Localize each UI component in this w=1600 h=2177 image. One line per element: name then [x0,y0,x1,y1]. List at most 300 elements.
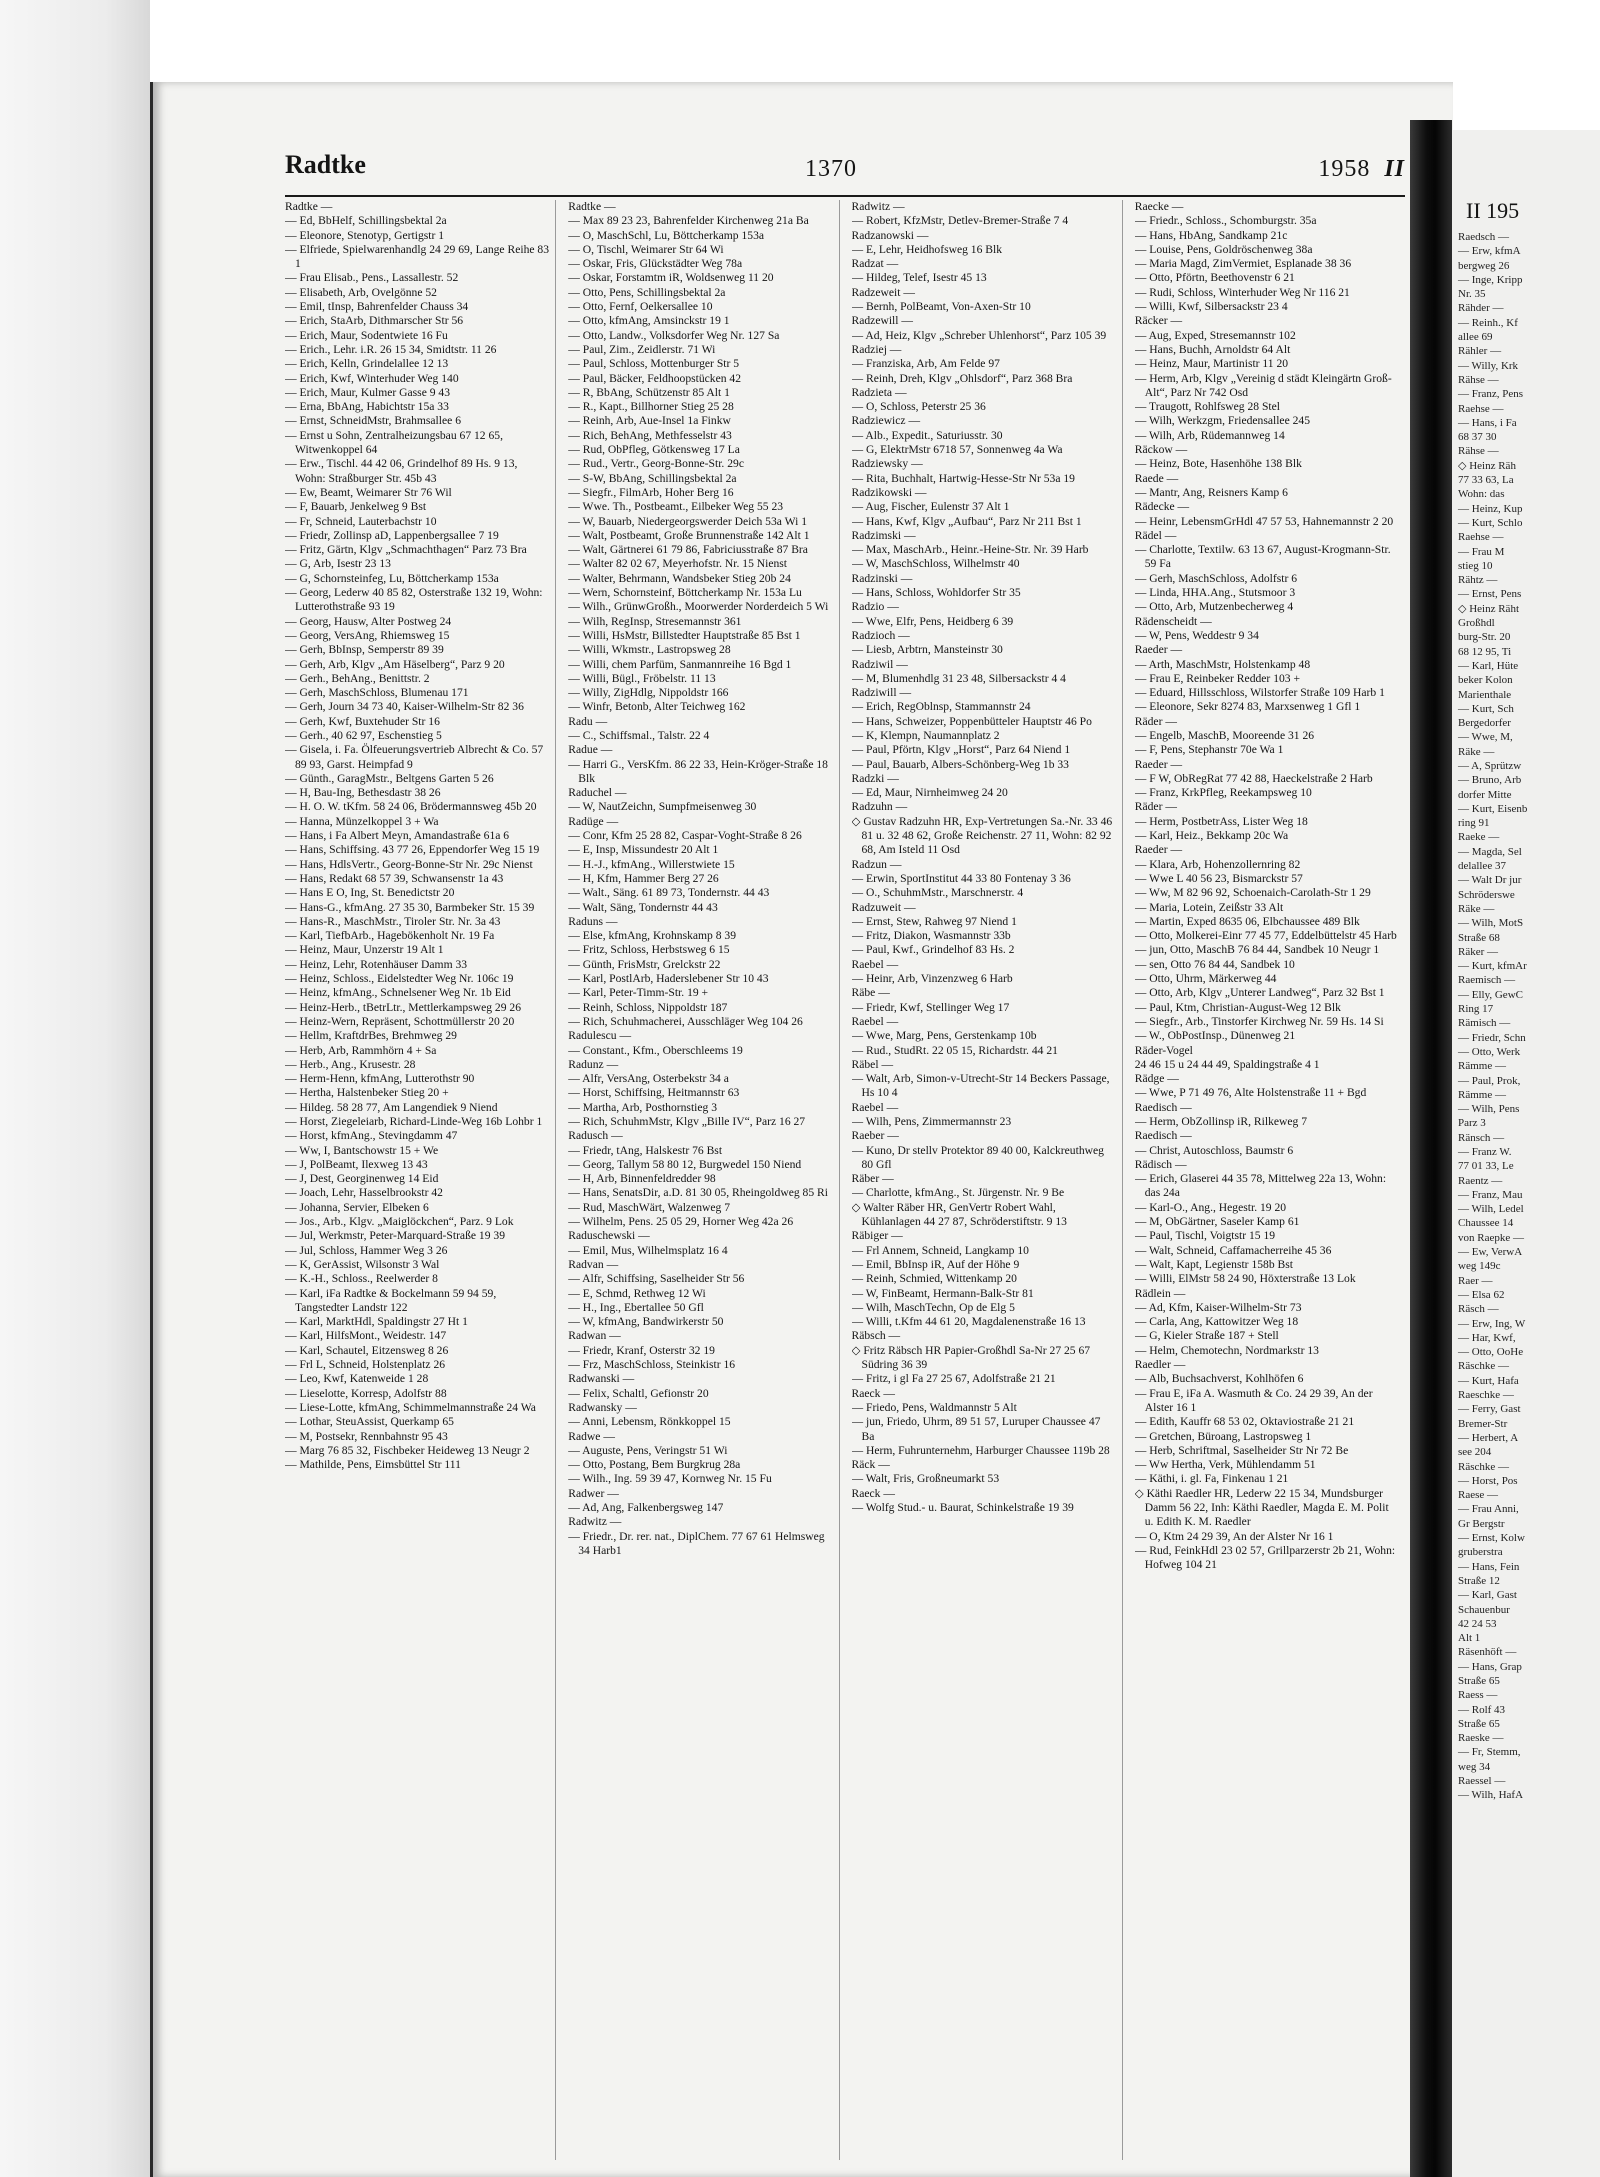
directory-entry: — Erich, Glaserei 44 35 78, Mittelweg 22a 13, Wohn: das 24a [1134,1172,1387,1200]
adjacent-entry: Marienthale [1458,688,1512,701]
directory-entry: — Gerh, Kwf, Buxtehuder Str 16 [285,714,440,728]
directory-entry: — Wwe L 40 56 23, Bismarckstr 57 [1134,871,1303,885]
adjacent-entry: 77 01 33, Le [1458,1160,1514,1173]
directory-entry: Raeder — [1134,757,1183,771]
adjacent-entry: 77 33 63, La [1458,474,1514,487]
directory-entry: — jun, Otto, MaschB 76 84 44, Sandbek 10 Neugr 1 [1134,943,1380,957]
directory-entry: — Gisela, i. Fa. Ölfeuerungsvertrieb Albrecht & Co. 57 89 93, Garst. Heimpfad 9 [285,743,544,771]
directory-entry: — K, GerAssist, Wilsonstr 3 Wal [285,1257,440,1271]
directory-entry: Radulescu — [568,1029,632,1043]
directory-entry: — Lieselotte, Korresp, Adolfstr 88 [285,1386,447,1400]
adjacent-entry: — Friedr, Schn [1458,1031,1526,1044]
directory-entry: — Walt, Postbeamt, Große Brunnenstraße 142 Alt 1 [568,528,810,542]
directory-entry: — Wilh., Ing. 59 39 47, Kornweg Nr. 15 Fu [568,1472,772,1486]
directory-entry: — Hans, HdlsVertr., Georg-Bonne-Str Nr. 29c Nienst [285,857,533,871]
adjacent-entry: Raeske — [1458,1732,1504,1745]
directory-entry: — Karl, HilfsMont., Weidestr. 147 [285,1329,447,1343]
adjacent-entry: Rämme — [1458,1088,1506,1101]
adjacent-entry: — Elly, GewC [1458,988,1523,1001]
directory-entry: — Rud, MaschWärt, Walzenweg 7 [568,1200,731,1214]
directory-entry: — Paul, Pförtn, Klgv „Horst“, Parz 64 Niend 1 [851,743,1071,757]
adjacent-entry: — Rolf 43 [1458,1703,1506,1716]
directory-entry: — Herm, PostbetrAss, Lister Weg 18 [1134,814,1308,828]
directory-entry: — Fritz, Gärtn, Klgv „Schmachthagen“ Parz 73 Bra [285,543,527,557]
directory-entry: — Heinr, LebensmGrHdl 47 57 53, Hahnemannstr 2 20 [1134,514,1394,528]
directory-entry: — Paul, Bäcker, Feldhoopstücken 42 [568,371,742,385]
adjacent-entry: Straße 68 [1458,931,1500,944]
directory-entry: — Fr, Schneid, Lauterbachstr 10 [285,514,437,528]
adjacent-entry: Räsenhöft — [1458,1646,1517,1659]
directory-entry: — F, Pens, Stephanstr 70e Wa 1 [1134,743,1284,757]
directory-entry: — Karl, Peter-Timm-Str. 19 + [568,986,709,1000]
directory-entry: — R., Kapt., Billhorner Stieg 25 28 [568,400,734,414]
directory-entry: Radwan — [568,1329,621,1343]
adjacent-entry: stieg 10 [1458,559,1493,572]
adjacent-entry: — Frau Anni, [1458,1503,1519,1516]
directory-entry: — F, Bauarb, Jenkelweg 9 Bst [285,500,427,514]
directory-entry: — Wern, Schornsteinf, Böttcherkamp Nr. 153a Lu [568,586,802,600]
directory-entry: Räbe — [851,986,890,1000]
directory-entry: — Paul, Ktm, Christian-August-Weg 12 Blk [1134,1000,1341,1014]
directory-entry: — Rich, Schuhmacherei, Ausschläger Weg 104 26 [568,1014,803,1028]
directory-entry: — Wilh, Pens, Zimmermannstr 23 [851,1115,1012,1128]
directory-entry: — Hellm, KraftdrBes, Brehmweg 29 [285,1029,457,1043]
directory-entry: Rädel — [1134,528,1177,542]
adjacent-entry: Raese — [1458,1489,1499,1502]
directory-entry: — H., Ing., Ebertallee 50 Gfl [568,1300,704,1314]
directory-entry: Raebel — [851,1014,899,1028]
directory-entry: — M, Postsekr, Rennbahnstr 95 43 [285,1429,448,1443]
adjacent-entry: Raehse — [1458,402,1504,415]
directory-entry: — Frau Elisab., Pens., Lassallestr. 52 [285,271,459,285]
directory-entry: — Anni, Lebensm, Rönkkoppel 15 [568,1415,731,1429]
directory-entry: — W, kfmAng, Bandwirkerstr 50 [568,1315,724,1329]
adjacent-entry: Alt 1 [1458,1632,1481,1645]
adjacent-entry: — Magda, Sel [1458,845,1522,858]
directory-entry: — Heinz-Wern, Repräsent, Schottmüllerstr 20 20 [285,1014,515,1028]
adjacent-entry: Räke — [1458,745,1495,758]
directory-entry: Radzewill — [851,314,913,328]
directory-entry: — E, Schmd, Rethweg 12 Wi [568,1286,706,1300]
directory-entry: — Rud., StudRt. 22 05 15, Richardstr. 44 21 [851,1043,1058,1057]
adjacent-entry: — Wwe, M, [1458,731,1513,744]
directory-entry: ◇ Gustav Radzuhn HR, Exp-Vertretungen Sa.-Nr. 33 46 81 u. 32 48 62, Große Reichenstr. 27 11, Wohn: 82 92 68, Am Isteld 11 Osd [851,814,1113,857]
directory-entry: — Karl, Heiz., Bekkamp 20c Wa [1134,829,1289,843]
directory-entry: — Otto, Pförtn, Beethovenstr 6 21 [1134,271,1295,285]
directory-entry: — Willi, Wkmstr., Lastropsweg 28 [568,643,731,657]
adjacent-entry: — Otto, Werk [1458,1045,1521,1058]
directory-entry: — jun, Friedo, Uhrm, 89 51 57, Luruper Chaussee 47 Ba [851,1415,1101,1443]
adjacent-entry: — Wilh, Ledel [1458,1203,1524,1216]
directory-entry: — Erich., Lehr. i.R. 26 15 34, Smidtstr. 11 26 [285,342,497,356]
directory-entry: — Conr, Kfm 25 28 82, Caspar-Voght-Straße 8 26 [568,829,802,843]
adjacent-entry: beker Kolon [1458,674,1513,687]
directory-entry: — F W, ObRegRat 77 42 88, Haeckelstraße 2 Harb [1134,771,1373,785]
directory-entry: — Hans, Schweizer, Poppenbütteler Hauptstr 46 Po [851,714,1092,728]
directory-entry: — H.-J., kfmAng., Willerstwiete 15 [568,857,735,871]
directory-entry: — Heinz-Herb., tBetrLtr., Mettlerkampsweg 29 26 [285,1000,522,1014]
part-label: II [1384,156,1405,182]
directory-entry: — Heinz, Schloss., Eidelstedter Weg Nr. 106c 19 [285,972,514,986]
directory-entry: Radzioch — [851,628,910,642]
directory-entry: Radwe — [568,1429,615,1443]
directory-entry: Raebel — [851,957,899,971]
adjacent-entry: — Kurt, Eisenb [1458,802,1528,815]
directory-entry: — Wilh., GrünwGroßh., Moorwerder Norderdeich 5 Wi [568,600,829,614]
directory-entry: — G, ElektrMstr 6718 57, Sonnenweg 4a Wa [851,443,1063,457]
directory-entry: — Hertha, Halstenbeker Stieg 20 + [285,1086,449,1100]
directory-entry: — Kuno, Dr stellv Protektor 89 40 00, Kalckreuthweg 80 Gfl [851,1143,1104,1171]
adjacent-entry: — Horst, Pos [1458,1474,1518,1487]
directory-entry: — J, Dest, Georginenweg 14 Eid [285,1172,439,1186]
adjacent-entry: Schröderswe [1458,888,1515,901]
directory-entry: — Ww, I, Bantschowstr 15 + We [285,1143,439,1157]
directory-entry: Radzimski — [851,528,916,542]
directory-entry: — Günth, FrisMstr, Grelckstr 22 [568,957,721,971]
adjacent-entry: Rähler — [1458,345,1502,358]
directory-entry: — Wolfg Stud.- u. Baurat, Schinkelstraße 19 39 [851,1501,1074,1515]
directory-entry: — Hildeg. 58 28 77, Am Langendiek 9 Niend [285,1100,498,1114]
directory-entry: Räckow — [1134,443,1188,457]
adjacent-entry: Chaussee 14 [1458,1217,1514,1230]
directory-entry: — Erich, Kwf, Winterhuder Weg 140 [285,371,459,385]
directory-entry: — Ww Hertha, Verk, Mühlendamm 51 [1134,1458,1316,1472]
page-number: 1370 [805,156,857,182]
directory-entry: Räcker — [1134,314,1183,328]
directory-entry: Radwitz — [568,1515,622,1529]
directory-entry: — Erwin, SportInstitut 44 33 80 Fontenay 3 36 [851,871,1071,885]
adjacent-entry: — Wilh, HafA [1458,1789,1524,1802]
directory-entry: — Ed, BbHelf, Schillingsbektal 2a [285,214,447,228]
directory-entry: — Liese-Lotte, kfmAng, Schimmelmannstraße 24 Wa [285,1400,536,1414]
directory-entry: — H, Kfm, Hammer Berg 27 26 [568,871,719,885]
adjacent-entry: Straße 65 [1458,1674,1500,1687]
directory-entry: — Reinh, Schmied, Wittenkamp 20 [851,1272,1017,1286]
directory-column-4 [1135,200,1405,2160]
directory-entry: — S-W, BbAng, Schillingsbektal 2a [568,471,737,485]
directory-entry: — Emil, BbInsp iR, Auf der Höhe 9 [851,1257,1020,1271]
directory-entry: Radzki — [851,771,899,785]
directory-entry: — G, Kieler Straße 187 + Stell [1134,1329,1279,1343]
directory-entry: — Gerh, Journ 34 73 40, Kaiser-Wilhelm-Str 82 36 [285,700,524,714]
directory-entry: — Lothar, SteuAssist, Querkamp 65 [285,1415,454,1429]
adjacent-entry: Raess — [1458,1689,1498,1702]
adjacent-entry: Raentz — [1458,1174,1503,1187]
adjacent-entry: Rähtz — [1458,574,1498,587]
directory-entry: — Helm, Chemotechn, Nordmarkstr 13 [1134,1343,1319,1357]
directory-entry: — Erna, BbAng, Habichtstr 15a 33 [285,400,449,414]
adjacent-entry: — Kurt, Hafa [1458,1374,1519,1387]
adjacent-entry: — Fr, Stemm, [1458,1746,1521,1759]
directory-entry: — Hans, HbAng, Sandkamp 21c [1134,228,1288,242]
directory-entry: Radwer — [568,1486,619,1500]
directory-entry: — Erich, Maur, Sodentwiete 16 Fu [285,328,448,342]
directory-entry: — Maria Magd, ZimVermiet, Esplanade 38 36 [1134,257,1352,271]
directory-entry: — Hans, SenatsDir, a.D. 81 30 05, Rheingoldweg 85 Ri [568,1186,828,1200]
directory-entry: — Hans-R., MaschMstr., Tiroler Str. Nr. 3a 43 [285,914,501,928]
directory-entry: Raduschewski — [568,1229,650,1243]
directory-entry: — Herm-Henn, kfmAng, Lutterothstr 90 [285,1072,475,1086]
directory-entry: — O, MaschSchl, Lu, Böttcherkamp 153a [568,228,765,242]
directory-entry: Radzikowski — [851,485,927,499]
directory-entry: Räbel — [851,1057,894,1071]
directory-entry: — Georg, Lederw 40 85 82, Osterstraße 132 19, Wohn: Lutterothstraße 93 19 [285,586,543,614]
directory-entry: ◇ Walter Räber HR, GenVertr Robert Wahl, Kühlanlagen 44 27 87, Schröderstiftstr. 9 13 [851,1200,1067,1229]
adjacent-entry: — Herbert, A [1458,1431,1519,1444]
header-rule [285,195,1405,197]
directory-entry: — Hans, Buchh, Arnoldstr 64 Alt [1134,342,1291,356]
directory-entry: — Mathilde, Pens, Eimsbüttel Str 111 [285,1458,461,1472]
directory-entry: — Emil, tInsp, Bahrenfelder Chauss 34 [285,300,469,314]
directory-entry: — Else, kfmAng, Krohnskamp 8 39 [568,929,737,943]
directory-column-3 [852,200,1123,2160]
adjacent-entry: 68 12 95, Ti [1458,645,1512,658]
adjacent-entry: — A, Sprützw [1458,759,1522,772]
adjacent-entry: Straße 12 [1458,1574,1500,1587]
adjacent-page-header: II 195 [1466,198,1520,223]
directory-entry: — Rich, SchuhmMstr, Klgv „Bille IV“, Parz 16 27 [568,1115,806,1128]
directory-entry: — Hans, Schiffsing. 43 77 26, Eppendorfer Weg 15 19 [285,843,540,857]
adjacent-entry: — Kurt, Schlo [1458,516,1523,529]
directory-entry: — sen, Otto 76 84 44, Sandbek 10 [1134,957,1295,971]
directory-columns [285,200,1405,2160]
directory-entry: — W, Bauarb, Niedergeorgswerder Deich 53a Wi 1 [568,514,808,528]
directory-entry: — Alfr, Schiffsing, Saselheider Str 56 [568,1272,745,1286]
directory-entry: — Rud, FeinkHdl 23 02 57, Grillparzerstr 2b 21, Wohn: Hofweg 104 21 [1134,1543,1396,1572]
directory-entry: — Paul, Zim., Zeidlerstr. 71 Wi [568,342,716,356]
directory-entry: ◇ Fritz Räbsch HR Papier-Großhdl Sa-Nr 27 25 67 Südring 36 39 [851,1343,1091,1372]
directory-entry: — Hans, Kwf, Klgv „Aufbau“, Parz Nr 211 Bst 1 [851,514,1082,528]
adjacent-entry: — Karl, Gast [1458,1589,1517,1602]
running-head: Radtke [285,150,366,179]
directory-entry: — Ad, Heiz, Klgv „Schreber Uhlenhorst“, Parz 105 39 [851,328,1107,342]
directory-entry: — Walt., Säng. 61 89 73, Tondernstr. 44 43 [568,886,770,900]
directory-entry: — E, Lehr, Heidhofsweg 16 Blk [851,242,1003,256]
directory-entry: Radziewsky — [851,457,923,471]
directory-entry: — K.-H., Schloss., Reelwerder 8 [285,1272,438,1286]
adjacent-entry: gruberstra [1458,1546,1503,1559]
adjacent-entry: Rämisch — [1458,1017,1511,1030]
directory-entry: — W, MaschSchloss, Wilhelmstr 40 [851,557,1020,571]
directory-entry: — W., ObPostInsp., Dünenweg 21 [1134,1029,1296,1043]
adjacent-entry: — Elsa 62 [1458,1288,1505,1301]
directory-entry: Räder — [1134,714,1177,728]
directory-entry: — G, Arb, Isestr 23 13 [285,557,391,571]
adjacent-entry: 42 24 53 [1458,1617,1497,1630]
directory-entry: — Herm, ObZollinsp iR, Rilkeweg 7 [1134,1115,1308,1128]
directory-entry: — Elfriede, Spielwarenhandlg 24 29 69, Lange Reihe 83 1 [285,242,550,271]
directory-entry: — Horst, kfmAng., Stevingdamm 47 [285,1129,458,1143]
adjacent-entry: allee 69 [1458,331,1493,344]
adjacent-entry: Rämme — [1458,1060,1506,1073]
directory-entry: Raebel — [851,1100,899,1114]
directory-entry: Räbiger — [851,1229,903,1243]
directory-entry: — Johanna, Servier, Elbeken 6 [285,1200,429,1214]
directory-entry: — Günth., GaragMstr., Beltgens Garten 5 26 [285,771,494,785]
directory-entry: Radue — [568,743,613,757]
adjacent-entry: — Wilh, Pens [1458,1103,1520,1116]
directory-entry: — Frl Annem, Schneid, Langkamp 10 [851,1243,1029,1257]
adjacent-entry: — Inge, Kripp [1458,273,1523,286]
directory-entry: — O, Tischl, Weimarer Str 64 Wi [568,242,724,256]
directory-entry: — Wwe, Marg, Pens, Gerstenkamp 10b [851,1029,1037,1043]
directory-entry: Rädenscheidt — [1134,614,1212,628]
directory-entry: — Friedr, Zollinsp aD, Lappenbergsallee 7 19 [285,528,499,542]
directory-entry: — Karl, Schautel, Eitzensweg 8 26 [285,1343,449,1357]
directory-entry: — Charlotte, kfmAng., St. Jürgenstr. Nr. 9 Be [851,1186,1065,1200]
directory-entry: — Karl, PostlArb, Haderslebener Str 10 43 [568,972,769,986]
directory-entry: — Jos., Arb., Klgv. „Maiglöckchen“, Parz. 9 Lok [285,1215,514,1229]
directory-entry: Räbsch — [851,1329,901,1343]
adjacent-entry: — Erw, kfmA [1458,245,1521,258]
directory-entry: — Rud., Vertr., Georg-Bonne-Str. 29c [568,457,744,471]
directory-entry: Radtke — [568,200,616,213]
directory-entry: Radzuweit — [851,900,916,914]
directory-entry: Raecke — [1134,200,1184,213]
directory-entry: — Hildeg, Telef, Isestr 45 13 [851,271,987,285]
directory-entry: — Herb, Schriftmal, Saselheider Str Nr 72 Be [1134,1443,1349,1457]
directory-entry: — Frl L, Schneid, Holstenplatz 26 [285,1358,446,1372]
directory-entry: — Christ, Autoschloss, Baumstr 6 [1134,1143,1294,1157]
directory-entry: — Ad, Kfm, Kaiser-Wilhelm-Str 73 [1134,1300,1302,1314]
adjacent-entry: ring 91 [1458,817,1490,830]
directory-entry: — Georg, Hausw, Alter Postweg 24 [285,614,452,628]
adjacent-entry: weg 149c [1458,1260,1501,1273]
directory-entry: Radzun — [851,857,902,871]
adjacent-entry: Raessel — [1458,1775,1506,1788]
directory-entry: — Friedr, Kranf, Osterstr 32 19 [568,1343,715,1357]
directory-entry: — H, Bau-Ing, Bethesdastr 38 26 [285,786,441,800]
directory-entry: — Fritz, i gl Fa 27 25 67, Adolfstraße 21 21 [851,1372,1056,1386]
directory-entry: — Engelb, MaschB, Mooreende 31 26 [1134,728,1315,742]
directory-entry: — Fritz, Schloss, Herbstsweg 6 15 [568,943,730,957]
adjacent-entry: Räker — [1458,945,1499,958]
directory-entry: — Walt, Gärtnerei 61 79 86, Fabriciusstraße 87 Bra [568,543,808,557]
directory-entry: — Ew, Beamt, Weimarer Str 76 Wil [285,485,452,499]
directory-entry: Raduns — [568,914,618,928]
directory-entry: — Siegfr., FilmArb, Hoher Berg 16 [568,485,734,499]
directory-entry: — O., SchuhmMstr., Marschnerstr. 4 [851,886,1024,900]
directory-entry: — Willy, ZigHdlg, Nippoldstr 166 [568,686,729,700]
directory-entry: — Friedr., Dr. rer. nat., DiplChem. 77 67 61 Helmsweg 34 Harb1 [568,1529,825,1557]
directory-entry: — Elisabeth, Arb, Ovelgönne 52 [285,285,437,299]
adjacent-entry: — Erw, Ing, W [1458,1317,1526,1330]
directory-entry: — Winfr, Betonb, Alter Teichweg 162 [568,700,746,714]
directory-entry: — Erich, RegOblnsp, Stammannstr 24 [851,700,1031,714]
directory-entry: — Rud, ObPfleg, Götkensweg 17 La [568,443,740,457]
directory-entry: Raeder — [1134,843,1183,857]
directory-entry: — Gerh, MaschSchloss, Blumenau 171 [285,686,469,700]
directory-entry: — Klara, Arb, Hohenzollernring 82 [1134,857,1301,871]
adjacent-entry: Rähse — [1458,445,1499,458]
directory-entry: — Paul, Schloss, Mottenburger Str 5 [568,357,740,371]
directory-entry: — Eleonore, Stenotyp, Gertigstr 1 [285,228,445,242]
directory-entry: — Edith, Kauffr 68 53 02, Oktaviostraße 21 21 [1134,1415,1355,1429]
directory-entry: — Otto, Molkerei-Einr 77 45 77, Eddelbüttelstr 45 Harb [1134,929,1397,943]
directory-entry: — Karl, TiefbArb., Hagebökenholt Nr. 19 Fa [285,929,495,943]
directory-entry: — Wilh, Werkzgm, Friedensallee 245 [1134,414,1311,428]
directory-entry: — Herb, Arb, Rammhörn 4 + Sa [285,1043,437,1057]
directory-entry: — Wilhelm, Pens. 25 05 29, Horner Weg 42a 26 [568,1215,794,1229]
adjacent-entry: — Franz, Mau [1458,1188,1523,1201]
directory-entry: Rädecke — [1134,500,1190,514]
directory-entry: — Walter 82 02 67, Meyerhofstr. Nr. 15 Nienst [568,557,788,571]
directory-entry: — Georg, Tallym 58 80 12, Burgwedel 150 Niend [568,1157,802,1171]
directory-entry: Radziwill — [851,686,912,700]
directory-entry: — Georg, VersAng, Rhiemsweg 15 [285,628,450,642]
adjacent-entry: Wohn: das [1458,488,1505,501]
adjacent-entry: — Otto, OoHe [1458,1346,1524,1359]
directory-entry: Räck — [851,1458,890,1472]
adjacent-entry: von Raepke — [1458,1231,1524,1244]
directory-entry: — Gerh, MaschSchloss, Adolfstr 6 [1134,571,1298,585]
adjacent-entry: Bergedorfer [1458,717,1511,730]
adjacent-entry: — Hans, Fein [1458,1560,1520,1573]
adjacent-entry: Rähse — [1458,373,1499,386]
directory-entry: — Horst, Schiffsing, Heitmannstr 63 [568,1086,740,1100]
directory-entry: — Gerh., 40 62 97, Eschenstieg 5 [285,728,442,742]
adjacent-entry: — Reinh., Kf [1458,316,1518,329]
directory-entry: — Karl-O., Ang., Hegestr. 19 20 [1134,1200,1287,1214]
directory-entry: Radziewicz — [851,414,921,428]
adjacent-entry: Bremer-Str [1458,1417,1508,1430]
directory-entry: — O, Ktm 24 29 39, An der Alster Nr 16 1 [1134,1529,1334,1543]
directory-entry: Rädge — [1134,1072,1179,1086]
directory-entry: — Willi, ElMstr 58 24 90, Höxterstraße 13 Lok [1134,1272,1356,1286]
adjacent-entry: Räsch — [1458,1303,1499,1316]
directory-entry: — Heinz, Maur, Unzerstr 19 Alt 1 [285,943,444,957]
adjacent-entry: — Har, Kwf, [1458,1331,1516,1344]
adjacent-entry: burg-Str. 20 [1458,631,1511,644]
directory-entry: — Erich, StaArb, Dithmarscher Str 56 [285,314,464,328]
directory-entry: — Constant., Kfm., Oberschleems 19 [568,1043,743,1057]
directory-entry: — Gerh, Arb, Klgv „Am Häselberg“, Parz 9 20 [285,657,505,671]
adjacent-entry: Nr. 35 [1458,288,1486,301]
adjacent-entry: ◇ Heinz Räh [1458,459,1516,472]
directory-entry: — Martha, Arb, Posthornstieg 3 [568,1100,718,1114]
directory-entry: — Friedr, Kwf, Stellinger Weg 17 [851,1000,1010,1014]
adjacent-entry: — Paul, Prok, [1458,1074,1521,1087]
directory-entry: — Walt, Säng, Tondernstr 44 43 [568,900,718,914]
directory-entry: Radzuhn — [851,800,908,814]
directory-entry: — Willi, Bügl., Fröbelstr. 11 13 [568,671,716,685]
directory-entry: — Reinh, Arb, Aue-Insel 1a Finkw [568,414,731,428]
directory-entry: — Ernst, SchneidMstr, Brahmsallee 6 [285,414,461,428]
directory-entry: — C., Schiffsmal., Talstr. 22 4 [568,728,710,742]
adjacent-entry: — Wilh, MotS [1458,917,1524,930]
directory-entry: — Walt, Arb, Simon-v-Utrecht-Str 14 Beckers Passage, Hs 10 4 [851,1072,1110,1100]
directory-entry: — Alfr, VersAng, Osterbekstr 34 a [568,1072,729,1086]
directory-entry: — Frz, MaschSchloss, Steinkistr 16 [568,1358,736,1372]
directory-entry: — Herb., Ang., Krusestr. 28 [285,1057,416,1071]
directory-entry: — Robert, KfzMstr, Detlev-Bremer-Straße 7 4 [851,214,1069,228]
directory-entry: — Max 89 23 23, Bahrenfelder Kirchenweg 21a Ba [568,214,809,228]
book-gutter [1410,120,1452,2177]
directory-entry: — Ernst, Stew, Rahweg 97 Niend 1 [851,914,1017,928]
directory-entry: — Charlotte, Textilw. 63 13 67, August-Krogmann-Str. 59 Fa [1134,543,1391,571]
directory-entry: — Mantr, Ang, Reisners Kamp 6 [1134,485,1288,499]
directory-entry: — W, FinBeamt, Hermann-Balk-Str 81 [851,1286,1034,1300]
adjacent-page-column [1458,230,1598,1803]
directory-entry: — Walt, Fris, Großneumarkt 53 [851,1472,1000,1486]
directory-entry: — Wilh, MaschTechn, Op de Elg 5 [851,1300,1015,1314]
directory-entry: Radwanski — [568,1372,635,1386]
directory-entry: — Maria, Lotein, Zeißstr 33 Alt [1134,900,1284,914]
directory-entry: Räder-Vogel [1134,1043,1193,1057]
directory-entry: Räder — [1134,800,1177,814]
directory-entry: — Wilh, Arb, Rüdemannweg 14 [1134,428,1285,442]
adjacent-entry: Räke — [1458,902,1495,915]
